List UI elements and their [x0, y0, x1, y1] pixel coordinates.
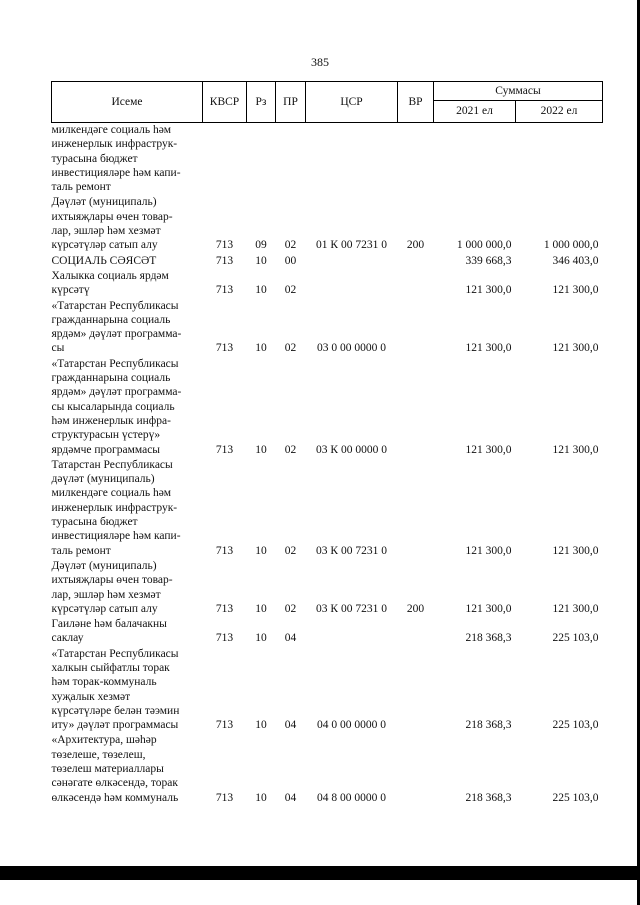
page-number: 385: [311, 55, 329, 69]
cell-kvsr: 713: [215, 791, 234, 804]
cell-2021: 218 368,3: [465, 719, 512, 732]
col-header-vr: ВР: [398, 82, 434, 123]
cell-2021: 1 000 000,0: [456, 239, 512, 252]
cell-kvsr: 713: [215, 239, 234, 252]
scan-bottom-border: [0, 866, 640, 880]
col-header-rz: Рз: [247, 82, 276, 123]
cell-vr: 200: [406, 602, 425, 615]
col-header-csr: ЦСР: [306, 82, 398, 123]
cell-vr: [398, 617, 434, 647]
cell-name: милкендәге социаль һәм инженерлык инфраструк- турасына бюджет инвестицияләре һәм капи- таль ремонт: [51, 124, 181, 194]
cell-vr: 200: [406, 239, 425, 252]
cell-rz: 09: [255, 239, 267, 252]
table-row: [52, 299, 603, 357]
cell-kvsr: 713: [215, 544, 234, 557]
cell-kvsr: 713: [215, 632, 234, 645]
cell-csr: 03 К 00 7231 0: [316, 602, 387, 615]
cell-name: «Татарстан Республикасы гражданнарына социаль ярдәм» дәүләт программа- сы: [51, 299, 182, 355]
cell-csr: 03 К 00 7231 0: [316, 544, 387, 557]
cell-2021: 218 368,3: [465, 632, 512, 645]
cell-2021: 121 300,0: [465, 544, 512, 557]
table-row: [52, 254, 603, 269]
cell-2022: 121 300,0: [552, 443, 599, 456]
cell-name: Гаиләне һәм балачакны саклау: [51, 618, 167, 645]
cell-rz: 10: [255, 632, 267, 645]
cell-rz: 10: [255, 443, 267, 456]
cell-vr: [398, 269, 434, 299]
table-row: [52, 195, 603, 253]
cell-vr: [398, 254, 434, 269]
table-row: [52, 458, 603, 559]
cell-2021: [434, 123, 516, 196]
col-header-2022: 2022 ел: [516, 101, 603, 123]
cell-rz: 10: [255, 254, 267, 267]
table-row: [52, 559, 603, 617]
cell-name: Татарстан Республикасы дәүләт (муниципаль) милкендәге социаль һәм инженерлык инфраструк- турасына бюджет инвестицияләре һәм капи- таль ремонт: [51, 458, 181, 557]
cell-2021: 121 300,0: [465, 284, 512, 297]
cell-kvsr: 713: [215, 602, 234, 615]
cell-kvsr: 713: [215, 719, 234, 732]
cell-pr: 02: [284, 602, 297, 615]
cell-name: СОЦИАЛЬ СӘЯСӘТ: [51, 254, 157, 267]
cell-2022: 121 300,0: [552, 544, 599, 557]
cell-pr: 04: [284, 791, 297, 804]
cell-rz: 10: [255, 602, 267, 615]
cell-pr: 00: [284, 254, 297, 267]
cell-rz: [247, 123, 276, 196]
cell-pr: 04: [284, 632, 297, 645]
cell-pr: 02: [284, 544, 297, 557]
cell-name: Халыкка социаль ярдәм күрсәтү: [51, 269, 169, 297]
cell-rz: 10: [255, 284, 267, 297]
cell-2022: [516, 123, 603, 196]
cell-csr: [306, 254, 398, 269]
cell-2022: 346 403,0: [552, 254, 599, 267]
col-header-pr: ПР: [276, 82, 306, 123]
cell-csr: 03 К 00 0000 0: [316, 443, 387, 456]
cell-csr: 03 0 00 0000 0: [317, 342, 386, 355]
table-header: [52, 82, 603, 123]
cell-rz: 10: [255, 544, 267, 557]
cell-pr: 02: [284, 239, 297, 252]
cell-2021: 339 668,3: [465, 254, 512, 267]
cell-csr: 01 К 00 7231 0: [316, 239, 387, 252]
budget-table: [51, 81, 603, 806]
cell-kvsr: 713: [215, 342, 234, 355]
cell-2022: 1 000 000,0: [543, 239, 599, 252]
col-header-kvsr: КВСР: [203, 82, 247, 123]
cell-pr: [276, 123, 306, 196]
cell-2021: 121 300,0: [465, 602, 512, 615]
cell-name: «Татарстан Республикасы халкын сыйфатлы торак һәм торак-коммуналь хуҗалык хезмәт күрсәтүләре белән тәэмин иту» дәүләт программасы: [51, 647, 180, 732]
cell-csr: [306, 123, 398, 196]
table-body: [52, 123, 603, 806]
col-header-name: Исеме: [52, 82, 203, 123]
cell-vr: [398, 733, 434, 805]
cell-kvsr: 713: [215, 443, 234, 456]
cell-2022: 121 300,0: [552, 602, 599, 615]
cell-kvsr: 713: [215, 284, 234, 297]
cell-kvsr: [203, 123, 247, 196]
cell-rz: 10: [255, 342, 267, 355]
cell-pr: 04: [284, 719, 297, 732]
cell-kvsr: 713: [215, 254, 234, 267]
cell-vr: [398, 357, 434, 458]
cell-csr: [306, 269, 398, 299]
cell-rz: 10: [255, 719, 267, 732]
cell-2021: 121 300,0: [465, 342, 512, 355]
table-row: [52, 733, 603, 805]
cell-vr: [398, 647, 434, 734]
cell-pr: 02: [284, 342, 297, 355]
cell-pr: 02: [284, 284, 297, 297]
cell-vr: [398, 123, 434, 196]
table-row: [52, 269, 603, 299]
cell-2022: 225 103,0: [552, 791, 599, 804]
cell-csr: 04 0 00 0000 0: [317, 719, 386, 732]
cell-name: Дәүләт (муниципаль) ихтыяҗлары өчен товар- лар, эшләр һәм хезмәт күрсәтүләр сатып алу: [51, 559, 173, 615]
cell-2021: 218 368,3: [465, 791, 512, 804]
table-row: [52, 123, 603, 196]
cell-2022: 225 103,0: [552, 632, 599, 645]
col-header-2021: 2021 ел: [434, 101, 516, 123]
cell-2022: 121 300,0: [552, 284, 599, 297]
cell-2022: 121 300,0: [552, 342, 599, 355]
cell-csr: 04 8 00 0000 0: [317, 791, 386, 804]
col-header-sums: Суммасы: [434, 82, 603, 101]
cell-name: Дәүләт (муниципаль) ихтыяҗлары өчен товар- лар, эшләр һәм хезмәт күрсәтүләр сатып алу: [51, 196, 173, 252]
table-row: [52, 617, 603, 647]
cell-2021: 121 300,0: [465, 443, 512, 456]
cell-name: «Архитектура, шәһәр төзелеше, төзелеш, төзелеш материаллары сәнәгате өлкәсендә, торак өлкәсендә һәм коммуналь: [51, 734, 179, 804]
cell-rz: 10: [255, 791, 267, 804]
cell-pr: 02: [284, 443, 297, 456]
cell-csr: [306, 617, 398, 647]
table-row: [52, 357, 603, 458]
table-row: [52, 647, 603, 734]
cell-vr: [398, 458, 434, 559]
cell-name: «Татарстан Республикасы гражданнарына социаль ярдәм» дәүләт программа- сы кысаларында социаль һәм инженерлык инфра- структурасын үстерү» ярдәмче программасы: [51, 357, 182, 456]
cell-2022: 225 103,0: [552, 719, 599, 732]
cell-vr: [398, 299, 434, 357]
